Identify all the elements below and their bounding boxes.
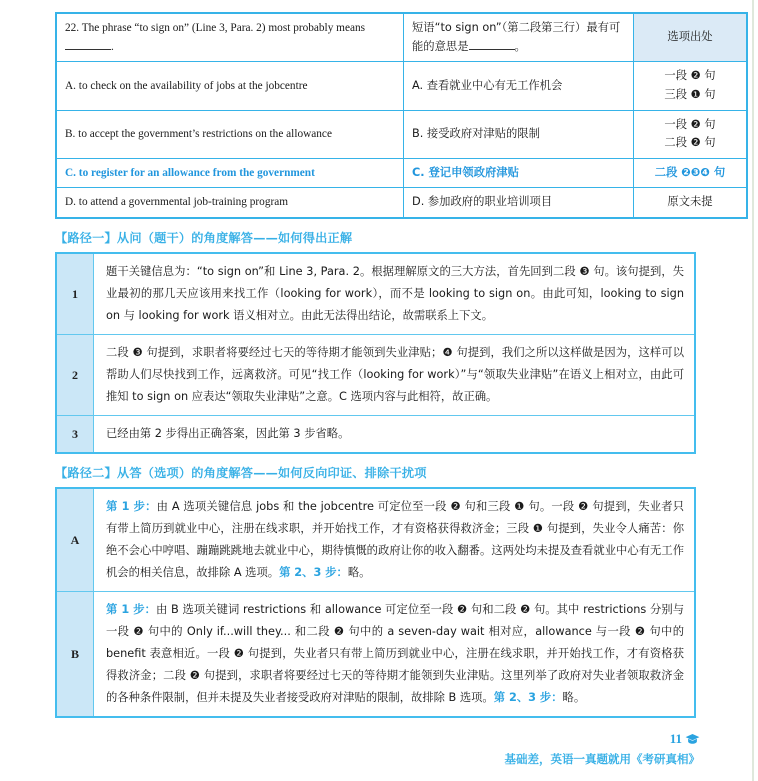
question-stem-chinese-text: 短语“to sign on”（第二段第三行）最有可能的意思是 bbox=[412, 21, 621, 53]
step-tail-label-a: 第 2、3 步： bbox=[279, 566, 348, 580]
option-b-chinese: B. 接受政府对津贴的限制 bbox=[404, 110, 634, 158]
table-row bbox=[56, 488, 695, 592]
step-tail-text-b: 略。 bbox=[562, 691, 586, 705]
option-a-chinese: A. 查看就业中心有无工作机会 bbox=[404, 62, 634, 110]
page-content bbox=[55, 12, 726, 718]
footer-tagline: 基础差，英语一真题就用《考研真相》 bbox=[504, 752, 700, 766]
option-a-source-line-1: 一段 ❷ 句 bbox=[664, 69, 716, 83]
question-stem-row bbox=[56, 13, 747, 62]
table-row bbox=[56, 592, 695, 718]
question-stem-chinese bbox=[404, 13, 634, 62]
page-edge-line bbox=[752, 0, 754, 781]
option-b-english: B. to accept the government’s restrictions on the allowance bbox=[56, 110, 404, 158]
step-tail-label-b: 第 2、3 步： bbox=[493, 691, 563, 705]
step-body-b: 由 B 选项关键词 restrictions 和 allowance 可定位至一段 ❷ 句和二段 ❷ 句。其中 restrictions 分别与一段 ❷ 句中的 Only if...will they... 和二段 ❷ 句中的 a seven-day wait 相对应，allowance 与一段 ❷ 句中的 benefit 表意相近。一段 ❷ 句提到，失业者只有带上简历到就业中心，注册在线求职，并开始找工作，才有资格获得救济金；二段 ❷ 句提到，求职者将要经过七天的等待期才能领到失业津贴。这里列举了政府对失业者领取救济金的各种条件限制，但并未提及失业者接受政府对津贴的限制，故排除 B 选项。 bbox=[106, 603, 684, 705]
option-b-source-line-1: 一段 ❷ 句 bbox=[664, 117, 716, 131]
path-two-option-b-index: B bbox=[56, 592, 94, 718]
blank-underline bbox=[65, 38, 111, 50]
table-row bbox=[56, 188, 747, 218]
option-c-source: 二段 ❷❸❹ 句 bbox=[634, 158, 748, 188]
step-body-a: 由 A 选项关键信息 jobs 和 the jobcentre 可定位至一段 ❷ 句和三段 ❶ 句。一段 ❷ 句提到，失业者只有带上简历到就业中心，注册在线求职，并开始找工作，才有资格获得救济金；三段 ❶ 句提到，失业令人痛苦：你绝不会心中哼唱、蹦蹦跳跳地去就业中心，期待慎慨的政府让你的收入翻番。这两处均未提及查看就业中心有无工作机会的相关信息，故排除 A 选项。 bbox=[106, 500, 684, 580]
path-two-option-a-index: A bbox=[56, 488, 94, 592]
option-c-english: C. to register for an allowance from the government bbox=[56, 158, 404, 188]
question-stem-english-tail: . bbox=[111, 40, 114, 53]
table-row-correct-answer bbox=[56, 158, 747, 188]
question-stem-chinese-tail: 。 bbox=[514, 39, 526, 53]
step-label-a: 第 1 步： bbox=[106, 500, 157, 514]
path-one-heading: 【路径一】从问（题干）的角度解答——如何得出正解 bbox=[55, 231, 353, 245]
path-two-table bbox=[55, 487, 696, 718]
option-c-chinese: C. 登记申领政府津贴 bbox=[404, 158, 634, 188]
option-b-source bbox=[634, 110, 748, 158]
path-two-option-b-text bbox=[94, 592, 696, 718]
path-one-table bbox=[55, 252, 696, 454]
table-row bbox=[56, 110, 747, 158]
option-d-english: D. to attend a governmental job-training program bbox=[56, 188, 404, 218]
question-options-table bbox=[55, 12, 748, 219]
source-column-header: 选项出处 bbox=[634, 13, 748, 62]
page-number: 11 bbox=[669, 731, 682, 746]
option-d-chinese: D. 参加政府的职业培训项目 bbox=[404, 188, 634, 218]
step-tail-text-a: 略。 bbox=[347, 566, 371, 580]
option-a-english: A. to check on the availability of jobs at the jobcentre bbox=[56, 62, 404, 110]
option-a-source-line-2: 三段 ❶ 句 bbox=[664, 87, 716, 101]
table-row bbox=[56, 253, 695, 335]
option-b-source-line-2: 二段 ❷ 句 bbox=[664, 136, 716, 150]
blank-underline-cn bbox=[469, 38, 515, 50]
table-row bbox=[56, 62, 747, 110]
question-stem-english bbox=[56, 13, 404, 62]
path-one-step-2-text: 二段 ❸ 句提到，求职者将要经过七天的等待期才能领到失业津贴；❹ 句提到，我们之所以这样做是因为，这样可以帮助人们尽快找到工作，远离救济。可见“找工作（looking for work）”与“领取失业津贴”在语义上相对立，由此可推知 to sign on 应表达“领取失业津贴”之意。C 选项内容与此相符，故正确。 bbox=[94, 335, 696, 416]
path-one-step-2-index: 2 bbox=[56, 335, 94, 416]
path-two-heading: 【路径二】从答（选项）的角度解答——如何反向印证、排除干扰项 bbox=[55, 466, 427, 481]
option-a-source bbox=[634, 62, 748, 110]
path-one-step-3-index: 3 bbox=[56, 416, 94, 454]
page-footer bbox=[505, 728, 701, 767]
table-row bbox=[56, 335, 695, 416]
path-one-step-1-index: 1 bbox=[56, 253, 94, 335]
graduation-cap-icon bbox=[685, 730, 700, 749]
path-one-step-3-text: 已经由第 2 步得出正确答案，因此第 3 步省略。 bbox=[94, 416, 696, 454]
question-stem-english-text: 22. The phrase “to sign on” (Line 3, Para. 2) most probably means bbox=[65, 22, 366, 34]
step-label-b: 第 1 步： bbox=[106, 603, 156, 617]
option-d-source: 原文未提 bbox=[634, 188, 748, 218]
path-two-option-a-text bbox=[94, 488, 696, 592]
footer-page-line bbox=[505, 728, 701, 749]
path-one-step-1-text: 题干关键信息为：“to sign on”和 Line 3, Para. 2。根据理解原文的三大方法，首先回到二段 ❸ 句。该句提到，失业最初的那几天应该用来找工作（looking for work），而不是 looking to sign on。由此可知，looking to sign on 与 looking for work 语义相对立。由此无法得出结论，故需联系上下文。 bbox=[94, 253, 696, 335]
table-row bbox=[56, 416, 695, 454]
